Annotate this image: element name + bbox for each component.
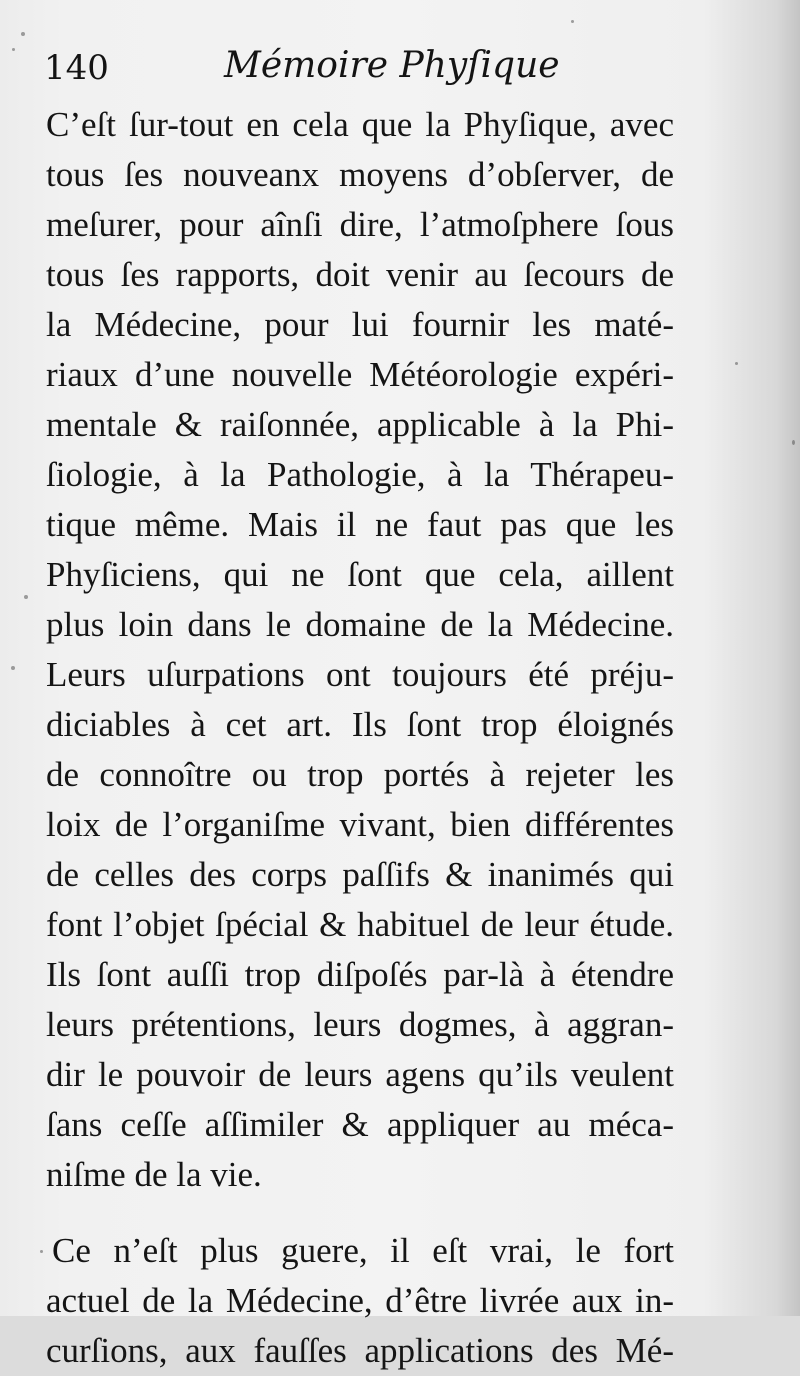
ink-speck xyxy=(21,32,25,36)
text-line: la Médecine, pour lui fournir les maté- xyxy=(46,305,674,344)
text-line: plus loin dans le domaine de la Médecine. xyxy=(46,605,674,644)
text-line: Leurs uſurpations ont toujours été préju- xyxy=(46,655,674,694)
text-line: dir le pouvoir de leurs agens qu’ils veulent xyxy=(46,1055,674,1094)
text-line: riaux d’une nouvelle Météorologie expéri- xyxy=(46,355,674,394)
ink-speck xyxy=(24,595,28,599)
ink-speck xyxy=(735,362,738,365)
page-number: 140 xyxy=(44,48,109,88)
text-line: Phyſiciens, qui ne ſont que cela, aillent xyxy=(46,555,674,594)
text-line: tous ſes rapports, doit venir au ſecours de xyxy=(46,255,674,294)
text-line: Ils ſont auſſi trop diſpoſés par-là à étendre xyxy=(46,955,674,994)
text-line: C’eſt ſur-tout en cela que la Phyſique, avec xyxy=(46,105,674,144)
ink-speck xyxy=(792,440,795,445)
ink-speck xyxy=(571,20,574,23)
text-line: tique même. Mais il ne faut pas que les xyxy=(46,505,674,544)
text-line: mentale & raiſonnée, applicable à la Phi- xyxy=(46,405,674,444)
text-line: meſurer, pour aînſi dire, l’atmoſphere ſous xyxy=(46,205,674,244)
text-line: ſans ceſſe aſſimiler & appliquer au méca- xyxy=(46,1105,674,1144)
body-text xyxy=(46,100,674,1376)
running-title: Mémoire Phyſique xyxy=(224,45,560,86)
text-line: de connoître ou trop portés à rejeter les xyxy=(46,755,674,794)
ink-speck xyxy=(40,1250,43,1253)
text-line: ſiologie, à la Pathologie, à la Thérapeu- xyxy=(46,455,674,494)
text-line: curſions, aux fauſſes applications des Mé- xyxy=(46,1331,674,1370)
text-line: loix de l’organiſme vivant, bien différentes xyxy=(46,805,674,844)
text-line: diciables à cet art. Ils ſont trop éloignés xyxy=(46,705,674,744)
text-line: de celles des corps paſſifs & inanimés qui xyxy=(46,855,674,894)
text-line: Ce n’eſt plus guere, il eſt vrai, le fort xyxy=(52,1231,674,1270)
running-head xyxy=(44,40,684,100)
text-line: leurs prétentions, leurs dogmes, à aggran- xyxy=(46,1005,674,1044)
text-line: tous ſes nouveanx moyens d’obſerver, de xyxy=(46,155,674,194)
ink-speck xyxy=(12,48,15,51)
text-line: niſme de la vie. xyxy=(46,1155,262,1194)
text-line: actuel de la Médecine, d’être livrée aux in- xyxy=(46,1281,674,1320)
text-line: font l’objet ſpécial & habituel de leur étude. xyxy=(46,905,674,944)
ink-speck xyxy=(11,666,15,670)
